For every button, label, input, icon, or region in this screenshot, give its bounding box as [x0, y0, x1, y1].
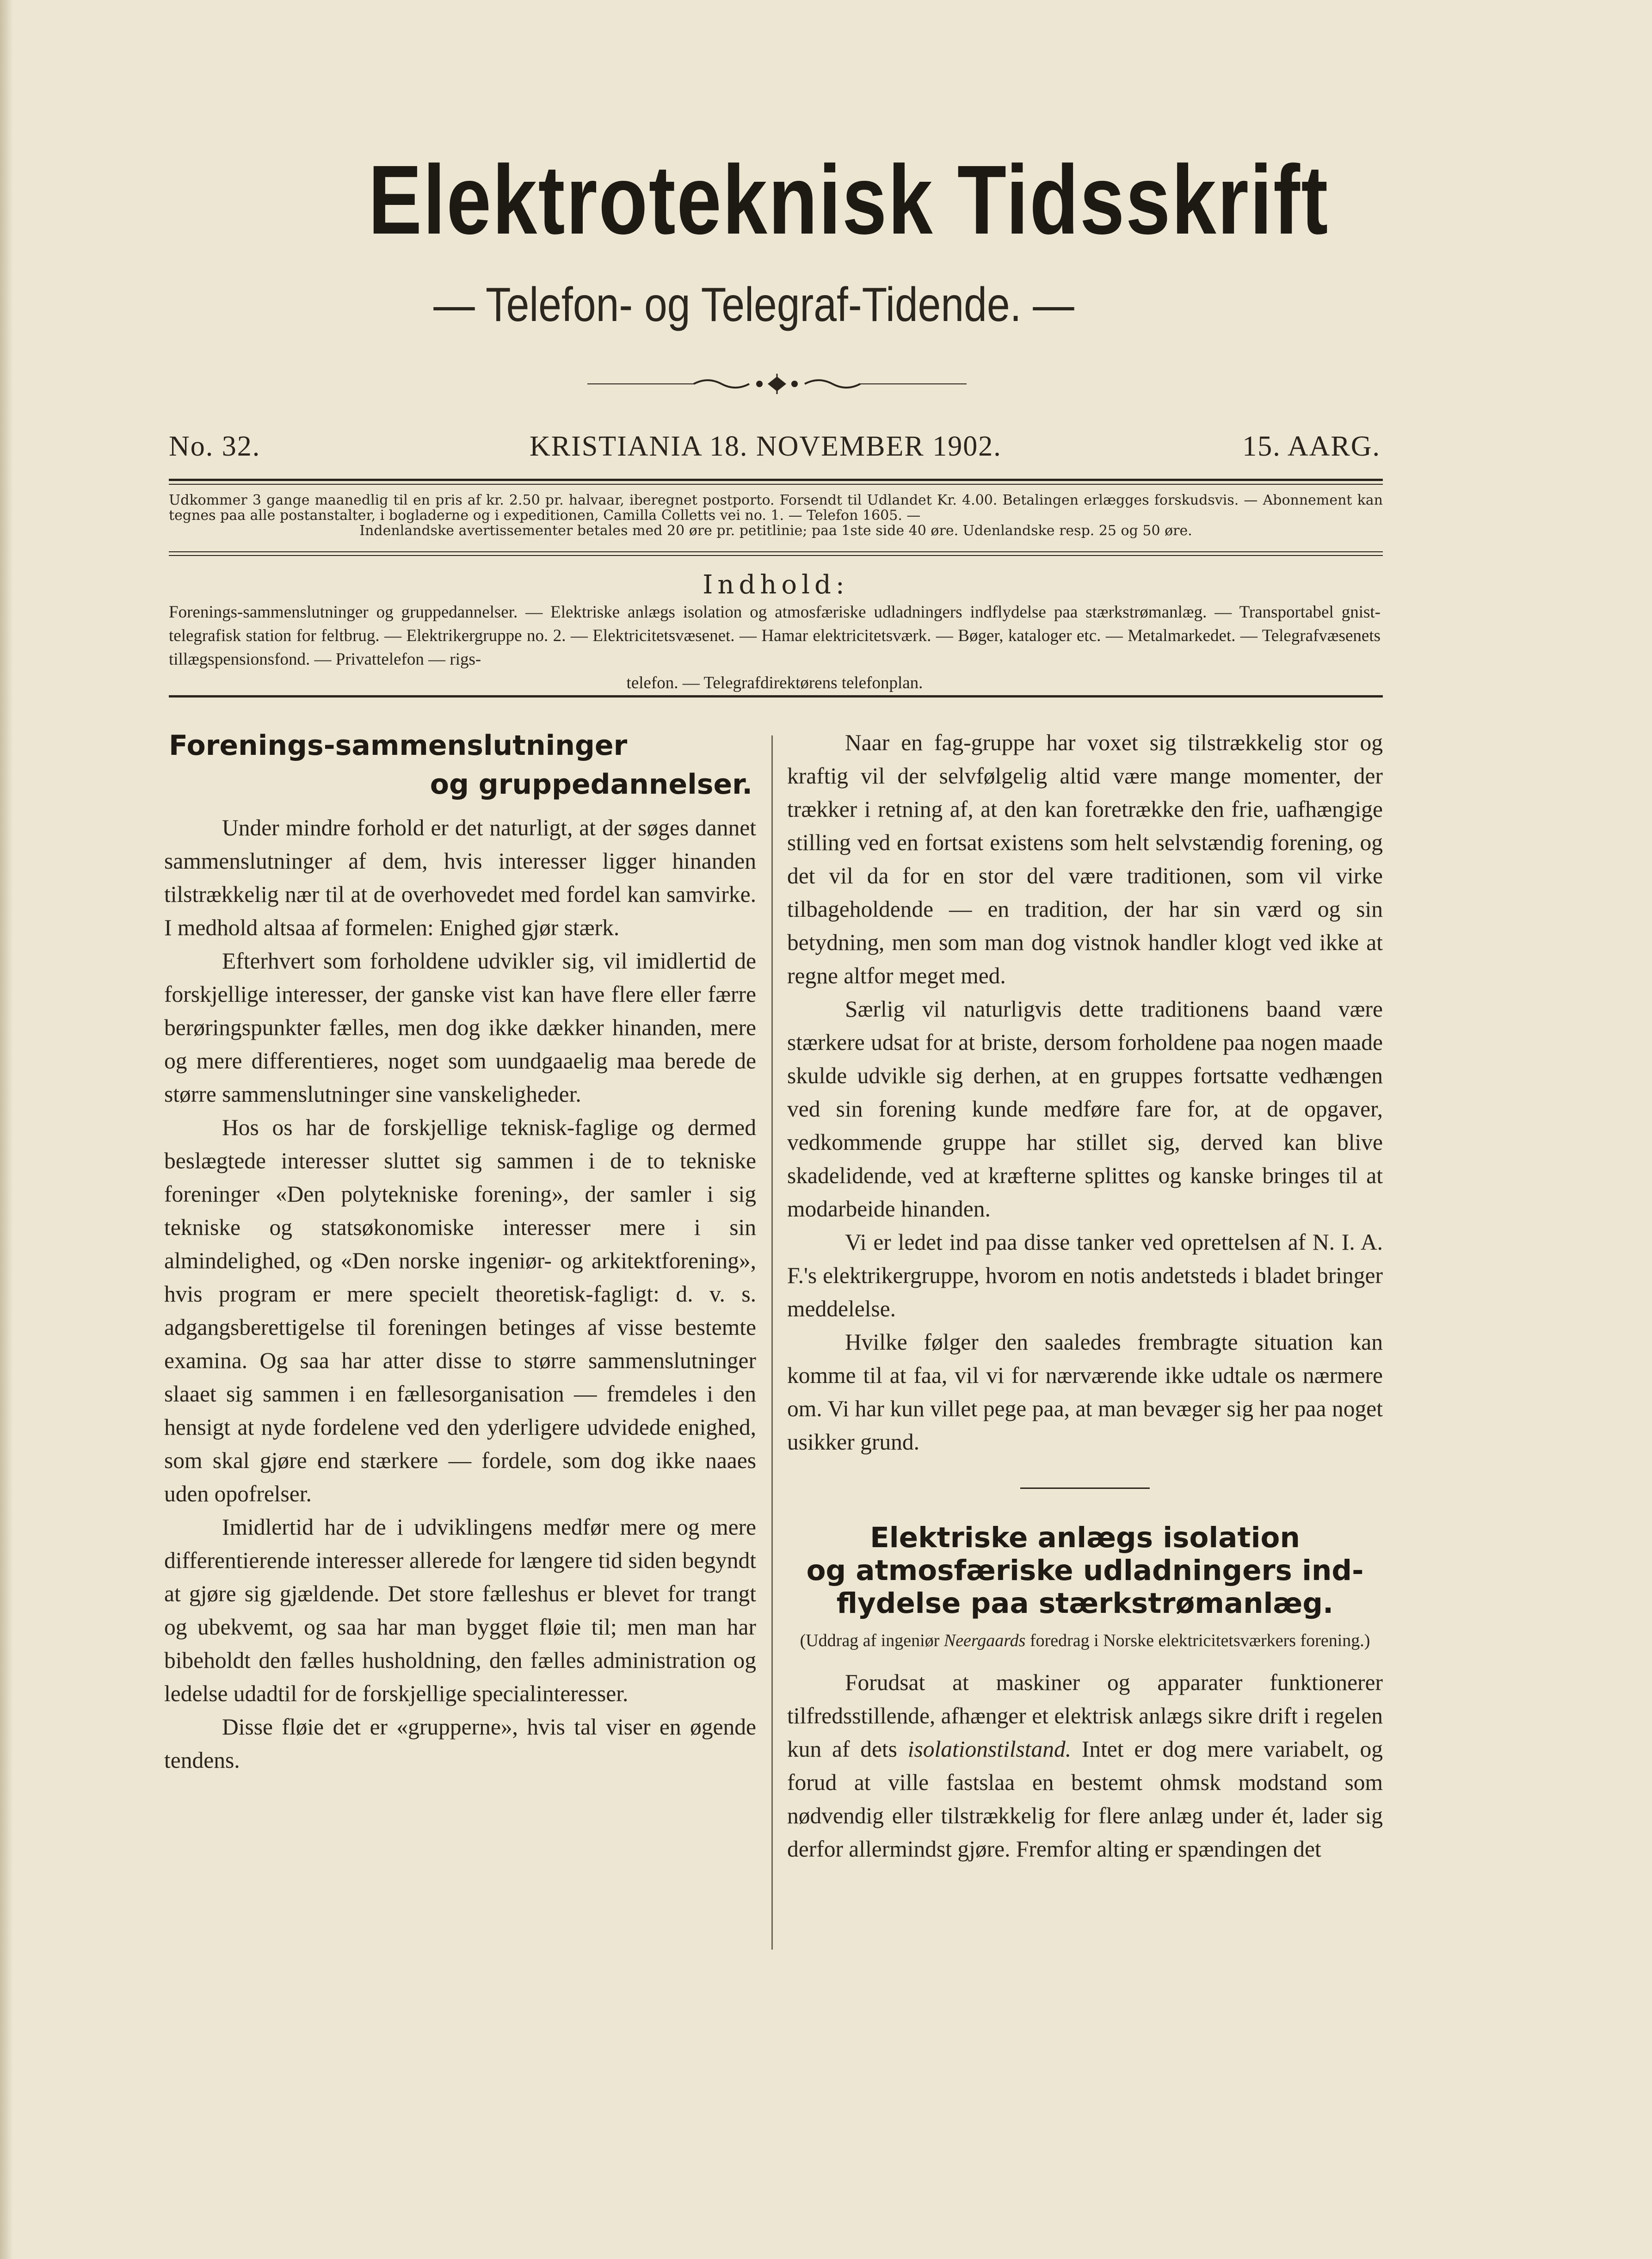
article1-continuation-paragraph: Naar en fag-gruppe har voxet sig tilstrækkelig stor og kraftig vil der selvfølgelig altid være mange momenter, der trækker i retning af, at den kan foretrække den frie, uafhængige stilling ved en fortsat existens som helt selvstændig forening, og det vil da for en stor del være traditionen, som vil virke tilbageholdende — en tradition, der har sin værd og sin betydning, men som man dog vistnok handler klogt ved ikke at regne altfor meget med. — [787, 730, 1383, 988]
subscription-line2: Indenlandske avertissementer betales med 20 øre pr. petitlinie; paa 1ste side 40 øre. Udenlandske resp. 25 og 50 øre. — [359, 523, 1192, 539]
subscription-rule-2 — [169, 555, 1383, 556]
article1-heading-line1: Forenings-sammenslutninger — [169, 729, 628, 762]
column-divider — [771, 735, 773, 1950]
issue-line — [169, 430, 1381, 472]
article2-para-before: Forudsat at maskiner og apparater funktionerer tilfredsstillende, afhænger et elektrisk anlægs sikre drift i regelen kun af dets — [787, 1670, 1383, 1762]
article1-heading-line2: og gruppedannelser. — [430, 768, 752, 801]
article2-heading-line1: Elektriske anlægs isolation — [870, 1521, 1300, 1554]
binding-shadow — [0, 0, 13, 2259]
article2-paragraph — [787, 1666, 1383, 1866]
article1-paragraph: Hos os har de forskjellige teknisk-faglige og dermed beslægtede interesser sluttet sig sammen i de to tekniske foreninger «Den polytekniske forening», der samler i sig tekniske og statsøkonomiske interesser mere i sin almindelighed, og «Den norske ingeniør- og arkitektforening», hvis program er mere specielt theoretisk-fagligt: d. v. s. adgangsberettigelse til foreningen betinges af visse bestemte examina. Og saa har atter disse to større sammenslutninger slaaet sig sammen i en fællesorganisation — fremdeles i den hensigt at nyde fordelene ved den yderligere udvidede enighed, som skal gjøre end stærkere — fordele, som dog ikke naaes uden opofrelser. — [164, 1115, 756, 1506]
contents-last-line: telefon. — Telegrafdirektørens telefonplan. — [626, 673, 923, 692]
article1-paragraph: Under mindre forhold er det naturligt, at der søges dannet sammenslutninger af dem, hvis interesser ligger hinanden tilstrækkelig nær til at de overhovedet med fordel kan samvirke. I medhold altsaa af formelen: Enighed gjør stærk. — [164, 815, 756, 940]
issue-volume: 15. AARG. — [1242, 431, 1381, 462]
decorative-flourish-icon — [587, 370, 967, 398]
right-column — [787, 726, 1383, 1866]
article1-paragraph: Disse fløie det er «grupperne», hvis tal viser en øgende tendens. — [164, 1714, 756, 1773]
article1-paragraph: Imidlertid har de i udviklingens medfør mere og mere differentierende interesser allerede for længere tid siden begyndt at gjøre sig gjældende. Det store fælleshus er blevet for trangt og ubekvemt, og saa har man bygget fløie til; men man har bibeholdt den fælles husholdning, den fælles administration og ledelse udadtil for de forskjellige specialinteresser. — [164, 1514, 756, 1706]
left-column — [164, 726, 756, 1777]
article2-byline — [787, 1629, 1383, 1652]
subscription-info — [169, 493, 1383, 538]
contents-title: Indhold: — [703, 570, 849, 600]
contents-list — [169, 600, 1381, 695]
issue-place-date: KRISTIANIA 18. NOVEMBER 1902. — [530, 431, 1002, 462]
article2-para-emphasis: isolationstilstand. — [907, 1736, 1072, 1762]
article1-continuation-paragraph: Hvilke følger den saaledes frembragte situation kan komme til at faa, vil vi for nærværende ikke udtale os nærmere om. Vi har kun villet pege paa, at man bevæger sig her paa noget usikker grund. — [787, 1329, 1383, 1455]
masthead-subtitle: — Telefon- og Telegraf-Tidende. — — [433, 278, 1074, 332]
article2-heading-line2: og atmosfæriske udladningers ind- — [806, 1554, 1364, 1587]
article1-continuation-paragraph: Særlig vil naturligvis dette traditionens baand være stærkere udsat for at briste, dersom forholdene paa nogen maade skulde udvikle sig derhen, at en gruppes fortsatte vedhængen ved sin forening kunde medføre fare for, at de opgaver, vedkommende gruppe har stillet sig, derved kan blive skadelidende, ved at kræfterne splittes og kanske bringes til at modarbeide hinanden. — [787, 996, 1383, 1222]
header-rule — [169, 479, 1383, 481]
masthead-title: Elektroteknisk Tidsskrift — [368, 145, 1329, 254]
byline-before: (Uddrag af ingeniør — [800, 1631, 944, 1650]
article2-heading — [787, 1521, 1383, 1620]
article2-para-after: Intet er dog mere variabelt, og forud at ville fastslaa en bestemt ohmsk modstand som nødvendig eller tilstrækkelig for flere anlæg under ét, lader sig derfor allermindst gjøre. Fremfor alting er spændingen det — [787, 1736, 1383, 1862]
article2-heading-line3: flydelse paa stærkstrømanlæg. — [836, 1587, 1334, 1620]
byline-after: foredrag i Norske elektricitetsværkers forening.) — [1025, 1631, 1370, 1650]
contents-rule — [169, 695, 1383, 697]
issue-number: No. 32. — [169, 431, 261, 462]
article1-paragraph: Efterhvert som forholdene udvikler sig, vil imidlertid de forskjellige interesser, der ganske vist kan have flere eller færre berøringspunkter fælles, men dog ikke dækker hinanden, mere og mere differentieres, noget som uundgaaelig maa berede de større sammenslutninger sine vanskeligheder. — [164, 948, 756, 1107]
article1-heading — [164, 726, 756, 804]
subscription-rule — [169, 551, 1383, 552]
subscription-line1: Udkommer 3 gange maanedlig til en pris af kr. 2.50 pr. halvaar, iberegnet postporto. Forsendt til Udlandet Kr. 4.00. Betalingen erlægges forskudsvis. — Abonnement kan tegnes paa alle postanstalter, i bogladerne og i expeditionen, Camilla Colletts vei no. 1. — Telefon 1605. — — [169, 492, 1383, 524]
contents-text: Forenings-sammenslutninger og gruppedannelser. — Elektriske anlægs isolation og atmosfæriske udladningers indflydelse paa stærkstrømanlæg. — Transportabel gnist-telegrafisk station for feltbrug. — Elektrikergruppe no. 2. — Elektricitetsvæsenet. — Hamar elektricitetsværk. — Bøger, kataloger etc. — Metalmarkedet. — Telegrafvæsenets tillægspensionsfond. — Privattelefon — rigs- — [169, 603, 1381, 669]
byline-author: Neergaards — [943, 1631, 1026, 1650]
article-separator — [1020, 1487, 1150, 1489]
header-rule-thin — [169, 484, 1383, 485]
article1-continuation-paragraph: Vi er ledet ind paa disse tanker ved oprettelsen af N. I. A. F.'s elektrikergruppe, hvorom en notis andetsteds i bladet bringer meddelelse. — [787, 1229, 1383, 1321]
